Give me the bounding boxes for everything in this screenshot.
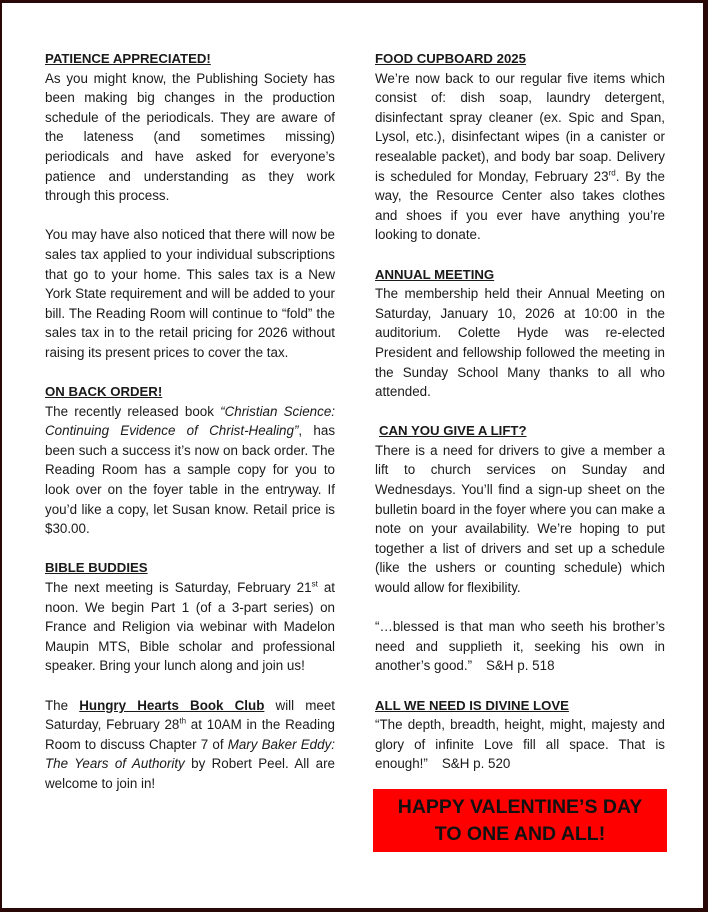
book-club-name: Hungry Hearts Book Club — [79, 697, 265, 713]
ordinal-suffix: rd — [608, 168, 616, 178]
text: , has been such a success it’s now on back order. The Reading Room has a sample copy for you to look over on the foyer table in the entryway. If you’d like a copy, let Susan know. Retail price is $30.00. — [45, 423, 336, 537]
paragraph: The membership held their Annual Meeting on Saturday, January 10, 2026 at 10:00 in the auditorium. Colette Hyde was re-elected President and fellowship followed the meeting in the Sunday School Many thanks to all who attended. — [375, 286, 665, 400]
section-heading: ANNUAL MEETING — [375, 266, 495, 282]
paragraph: As you might know, the Publishing Society has been making big changes in the production schedule of the periodicals. They are aware of the lateness (and sometimes missing) periodicals and have asked for everyone’s patience and understanding as they work through this process. — [45, 70, 335, 204]
section-heading: ON BACK ORDER! — [45, 384, 163, 400]
section-heading: ALL WE NEED IS DIVINE LOVE — [375, 697, 569, 713]
quote — [375, 617, 665, 676]
quote-text: “The depth, breadth, height, might, majesty and glory of infinite Love fill all space. That is enough!” — [375, 717, 665, 772]
section-heading: FOOD CUPBOARD 2025 — [375, 51, 526, 66]
quote-reference: S&H p. 518 — [486, 658, 555, 674]
ordinal-suffix: th — [179, 716, 187, 726]
quote — [375, 715, 665, 774]
text: The — [45, 697, 80, 713]
paragraph — [45, 402, 335, 539]
left-column — [45, 49, 335, 813]
text: at 10AM in the Reading Room to discuss Chapter 7 of — [45, 717, 335, 752]
text: The recently released book — [45, 403, 221, 419]
newsletter-page — [2, 3, 703, 908]
section-on-back-order — [45, 382, 335, 539]
section-food-cupboard — [375, 49, 665, 245]
quote-text: “…blessed is that man who seeth his brother’s need and supplieth it, seeking his own in another’s good.” — [375, 619, 665, 674]
section-can-you-give-a-lift — [375, 421, 665, 676]
paragraph: You may have also noticed that there will now be sales tax applied to your individual subscriptions that go to your home. This sales tax is a New York State requirement and will be added to your bill. The Reading Room will continue to “fold” the sales tax in to the retail pricing for 2026 without raising its present prices to cover the tax. — [45, 227, 335, 360]
text: . By the way, the Resource Center also takes clothes and shoes if you ever have anything you’re looking to donate. — [375, 168, 665, 243]
paragraph — [375, 69, 665, 245]
section-patience-appreciated — [45, 49, 335, 363]
valentines-banner — [373, 789, 667, 852]
paragraph — [45, 696, 335, 794]
text: by Robert Peel. All are welcome to join in! — [45, 756, 335, 791]
text: We’re now back to our regular five items which consist of: dish soap, laundry detergent, disinfectant spray cleaner (ex. Spic and Span, Lysol, etc.), disinfectant wipes (in a canister or resealable packet), and body bar soap. Delivery is scheduled for Monday, February 23 — [375, 70, 665, 184]
text: will meet Saturday, February 28 — [45, 697, 336, 733]
section-divine-love — [375, 696, 665, 774]
section-annual-meeting — [375, 265, 665, 402]
section-heading: PATIENCE APPRECIATED! — [45, 51, 211, 66]
quote-reference: S&H p. 520 — [441, 756, 511, 772]
banner-line-2: TO ONE AND ALL! — [434, 823, 606, 845]
section-bible-buddies — [45, 558, 335, 793]
section-heading: CAN YOU GIVE A LIFT? — [379, 423, 527, 439]
text: at noon. We begin Part 1 (of a 3-part series) on France and Religion via webinar with Madelon Maupin MTS, Bible scholar and professional speaker. Bring your lunch along and join us! — [45, 580, 335, 674]
book-title: Mary Baker Eddy: The Years of Authority — [45, 736, 335, 772]
paragraph: There is a need for drivers to give a member a lift to church services on Sunday and Wednesdays. You’ll find a sign-up sheet on the bulletin board in the foyer where you can make a note on your availability. We’re hoping to put together a list of drivers and set up a schedule (like the ushers or counting schedule) which would allow for flexibility. — [375, 442, 665, 596]
banner-line-1: HAPPY VALENTINE’S DAY — [397, 796, 643, 818]
text: The next meeting is Saturday, February 21 — [45, 580, 312, 596]
ordinal-suffix: st — [311, 579, 318, 589]
right-column — [375, 49, 665, 794]
section-heading: BIBLE BUDDIES — [45, 560, 148, 576]
paragraph — [45, 578, 335, 676]
book-title: “Christian Science: Continuing Evidence of Christ-Healing” — [45, 403, 335, 439]
